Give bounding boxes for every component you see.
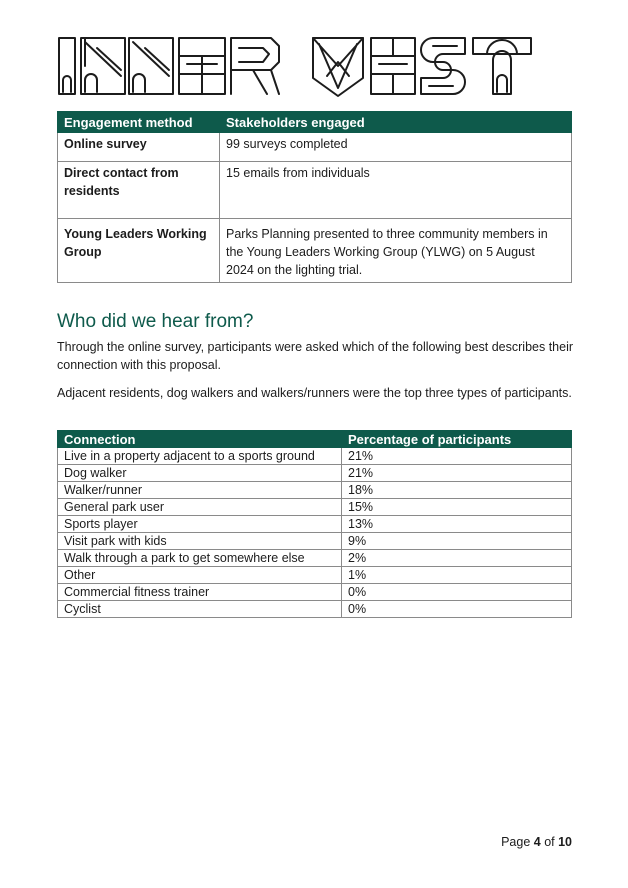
connection-cell: Visit park with kids [58, 533, 342, 550]
section-heading: Who did we hear from? [57, 311, 254, 332]
table-row [58, 533, 572, 550]
table-row [58, 162, 572, 219]
percentage-cell: 1% [342, 567, 572, 584]
percentage-cell: 0% [342, 601, 572, 618]
inner-west-logo [57, 36, 535, 98]
page-of: of [540, 835, 559, 849]
percentage-cell: 18% [342, 482, 572, 499]
connection-cell: General park user [58, 499, 342, 516]
table-row [58, 465, 572, 482]
connection-cell: Dog walker [58, 465, 342, 482]
percentage-cell: 15% [342, 499, 572, 516]
connection-cell: Walker/runner [58, 482, 342, 499]
connection-table [57, 430, 572, 618]
percentage-cell: 21% [342, 465, 572, 482]
connection-cell: Sports player [58, 516, 342, 533]
table-row [58, 584, 572, 601]
stakeholders-engaged-cell: 15 emails from individuals [220, 162, 572, 219]
percentage-cell: 2% [342, 550, 572, 567]
connection-cell: Other [58, 567, 342, 584]
table-row [58, 550, 572, 567]
page-total: 10 [558, 835, 572, 849]
page-current: 4 [533, 835, 541, 849]
table-row [58, 567, 572, 584]
column-header-connection: Connection [58, 431, 342, 448]
percentage-cell: 0% [342, 584, 572, 601]
table-row [58, 482, 572, 499]
percentage-cell: 21% [342, 448, 572, 465]
column-header-stakeholders-engaged: Stakeholders engaged [220, 112, 572, 133]
connection-cell: Live in a property adjacent to a sports ground [58, 448, 342, 465]
connection-cell: Cyclist [58, 601, 342, 618]
column-header-percentage: Percentage of participants [342, 431, 572, 448]
stakeholders-engaged-cell: 99 surveys completed [220, 133, 572, 162]
percentage-cell: 9% [342, 533, 572, 550]
table-row [58, 448, 572, 465]
table-header-row [58, 431, 572, 448]
table-row [58, 499, 572, 516]
page-number [501, 835, 572, 849]
table-header-row [58, 112, 572, 133]
engagement-method-cell: Online survey [58, 133, 220, 162]
column-header-engagement-method: Engagement method [58, 112, 220, 133]
page-prefix: Page [501, 835, 534, 849]
table-row [58, 219, 572, 283]
stakeholders-engaged-cell: Parks Planning presented to three community members in the Young Leaders Working Group (YLWG) on 5 August 2024 on the lighting trial. [220, 219, 572, 283]
table-row [58, 601, 572, 618]
engagement-method-cell: Direct contact from residents [58, 162, 220, 219]
table-row [58, 133, 572, 162]
table-row [58, 516, 572, 533]
connection-cell: Walk through a park to get somewhere else [58, 550, 342, 567]
connection-cell: Commercial fitness trainer [58, 584, 342, 601]
engagement-method-cell: Young Leaders Working Group [58, 219, 220, 283]
intro-paragraph: Through the online survey, participants were asked which of the following best describes their connection with this proposal. [57, 340, 574, 372]
summary-paragraph: Adjacent residents, dog walkers and walkers/runners were the top three types of participants. [57, 386, 572, 400]
engagement-table [57, 111, 572, 283]
percentage-cell: 13% [342, 516, 572, 533]
